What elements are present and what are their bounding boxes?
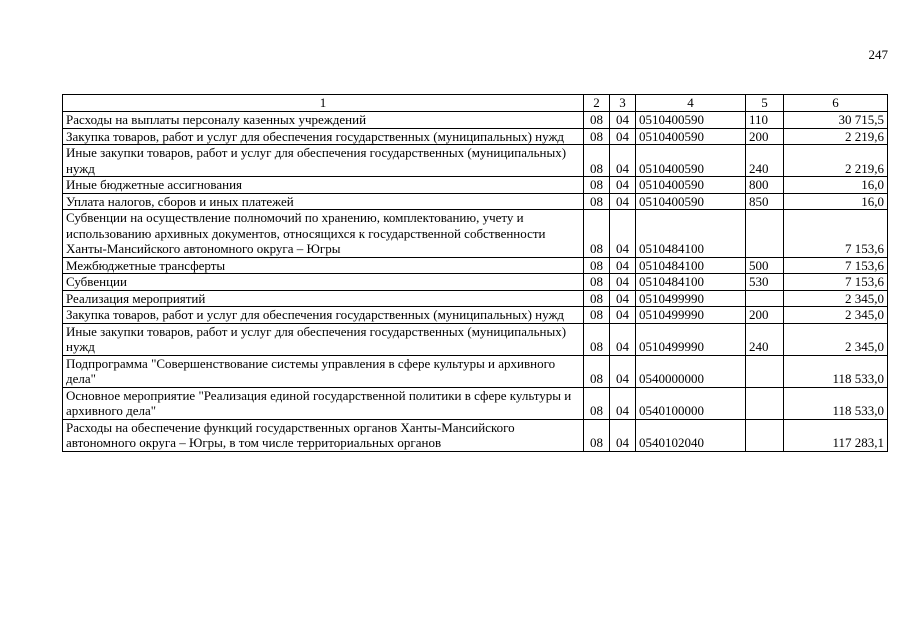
table-row xyxy=(63,177,888,194)
row-expense-type-cell xyxy=(746,355,784,387)
row-section-cell: 08 xyxy=(584,193,610,210)
row-expense-type-cell: 200 xyxy=(746,128,784,145)
row-expense-type-cell: 110 xyxy=(746,112,784,129)
table-row xyxy=(63,145,888,177)
table-row xyxy=(63,307,888,324)
row-target-article-cell: 0510484100 xyxy=(636,257,746,274)
row-amount-cell: 2 219,6 xyxy=(784,128,888,145)
header-col-3: 3 xyxy=(610,95,636,112)
row-target-article-cell: 0510484100 xyxy=(636,274,746,291)
table-row xyxy=(63,193,888,210)
row-name-cell: Подпрограмма "Совершенствование системы управления в сфере культуры и архивного дела" xyxy=(63,355,584,387)
header-col-6: 6 xyxy=(784,95,888,112)
row-target-article-cell: 0510400590 xyxy=(636,145,746,177)
row-subsection-cell: 04 xyxy=(610,177,636,194)
row-name-cell: Закупка товаров, работ и услуг для обеспечения государственных (муниципальных) нужд xyxy=(63,307,584,324)
row-expense-type-cell: 200 xyxy=(746,307,784,324)
row-target-article-cell: 0540100000 xyxy=(636,387,746,419)
row-name-cell: Субвенции xyxy=(63,274,584,291)
header-col-1: 1 xyxy=(63,95,584,112)
row-target-article-cell: 0510499990 xyxy=(636,307,746,324)
row-amount-cell: 2 345,0 xyxy=(784,323,888,355)
row-section-cell: 08 xyxy=(584,290,610,307)
row-name-cell: Субвенции на осуществление полномочий по хранению, комплектованию, учету и использованию архивных документов, относящихся к государственной собственности Ханты-Мансийского автономного округа – Югры xyxy=(63,210,584,258)
row-subsection-cell: 04 xyxy=(610,274,636,291)
row-expense-type-cell: 240 xyxy=(746,145,784,177)
row-target-article-cell: 0510400590 xyxy=(636,193,746,210)
row-name-cell: Иные бюджетные ассигнования xyxy=(63,177,584,194)
table-row xyxy=(63,355,888,387)
row-amount-cell: 2 345,0 xyxy=(784,290,888,307)
row-amount-cell: 118 533,0 xyxy=(784,355,888,387)
row-section-cell: 08 xyxy=(584,257,610,274)
row-subsection-cell: 04 xyxy=(610,193,636,210)
row-subsection-cell: 04 xyxy=(610,387,636,419)
row-expense-type-cell: 530 xyxy=(746,274,784,291)
row-expense-type-cell xyxy=(746,210,784,258)
row-subsection-cell: 04 xyxy=(610,112,636,129)
table-row xyxy=(63,128,888,145)
row-name-cell: Иные закупки товаров, работ и услуг для обеспечения государственных (муниципальных) нужд xyxy=(63,323,584,355)
row-expense-type-cell: 500 xyxy=(746,257,784,274)
row-section-cell: 08 xyxy=(584,419,610,451)
row-subsection-cell: 04 xyxy=(610,257,636,274)
table-row xyxy=(63,419,888,451)
row-expense-type-cell xyxy=(746,290,784,307)
row-name-cell: Уплата налогов, сборов и иных платежей xyxy=(63,193,584,210)
header-col-2: 2 xyxy=(584,95,610,112)
table-row xyxy=(63,387,888,419)
row-section-cell: 08 xyxy=(584,323,610,355)
row-subsection-cell: 04 xyxy=(610,307,636,324)
row-subsection-cell: 04 xyxy=(610,145,636,177)
page-number: 247 xyxy=(868,47,888,62)
row-target-article-cell: 0510484100 xyxy=(636,210,746,258)
row-expense-type-cell xyxy=(746,387,784,419)
row-section-cell: 08 xyxy=(584,177,610,194)
table-row xyxy=(63,274,888,291)
row-target-article-cell: 0540102040 xyxy=(636,419,746,451)
table-row xyxy=(63,257,888,274)
row-section-cell: 08 xyxy=(584,355,610,387)
row-amount-cell: 2 219,6 xyxy=(784,145,888,177)
row-amount-cell: 7 153,6 xyxy=(784,274,888,291)
row-name-cell: Расходы на обеспечение функций государственных органов Ханты-Мансийского автономного округа – Югры, в том числе территориальных органов xyxy=(63,419,584,451)
row-section-cell: 08 xyxy=(584,387,610,419)
row-target-article-cell: 0510499990 xyxy=(636,290,746,307)
row-subsection-cell: 04 xyxy=(610,210,636,258)
row-amount-cell: 118 533,0 xyxy=(784,387,888,419)
row-target-article-cell: 0510499990 xyxy=(636,323,746,355)
row-target-article-cell: 0510400590 xyxy=(636,128,746,145)
row-name-cell: Иные закупки товаров, работ и услуг для обеспечения государственных (муниципальных) нужд xyxy=(63,145,584,177)
header-col-5: 5 xyxy=(746,95,784,112)
row-section-cell: 08 xyxy=(584,145,610,177)
row-amount-cell: 16,0 xyxy=(784,193,888,210)
row-amount-cell: 7 153,6 xyxy=(784,210,888,258)
row-amount-cell: 16,0 xyxy=(784,177,888,194)
header-col-4: 4 xyxy=(636,95,746,112)
row-name-cell: Реализация мероприятий xyxy=(63,290,584,307)
row-name-cell: Расходы на выплаты персоналу казенных учреждений xyxy=(63,112,584,129)
row-expense-type-cell: 800 xyxy=(746,177,784,194)
row-section-cell: 08 xyxy=(584,307,610,324)
row-target-article-cell: 0540000000 xyxy=(636,355,746,387)
row-subsection-cell: 04 xyxy=(610,419,636,451)
row-expense-type-cell: 850 xyxy=(746,193,784,210)
table-body xyxy=(63,112,888,452)
table-row xyxy=(63,290,888,307)
row-subsection-cell: 04 xyxy=(610,323,636,355)
table-header-row xyxy=(63,95,888,112)
row-name-cell: Основное мероприятие "Реализация единой государственной политики в сфере культуры и архивного дела" xyxy=(63,387,584,419)
row-amount-cell: 30 715,5 xyxy=(784,112,888,129)
row-section-cell: 08 xyxy=(584,274,610,291)
table-row xyxy=(63,210,888,258)
row-name-cell: Межбюджетные трансферты xyxy=(63,257,584,274)
row-subsection-cell: 04 xyxy=(610,355,636,387)
row-expense-type-cell: 240 xyxy=(746,323,784,355)
row-section-cell: 08 xyxy=(584,210,610,258)
row-name-cell: Закупка товаров, работ и услуг для обеспечения государственных (муниципальных) нужд xyxy=(63,128,584,145)
row-subsection-cell: 04 xyxy=(610,290,636,307)
row-expense-type-cell xyxy=(746,419,784,451)
budget-table xyxy=(62,94,888,452)
row-section-cell: 08 xyxy=(584,128,610,145)
table-row xyxy=(63,323,888,355)
row-section-cell: 08 xyxy=(584,112,610,129)
row-amount-cell: 7 153,6 xyxy=(784,257,888,274)
row-subsection-cell: 04 xyxy=(610,128,636,145)
row-amount-cell: 117 283,1 xyxy=(784,419,888,451)
table-row xyxy=(63,112,888,129)
row-target-article-cell: 0510400590 xyxy=(636,177,746,194)
row-amount-cell: 2 345,0 xyxy=(784,307,888,324)
row-target-article-cell: 0510400590 xyxy=(636,112,746,129)
